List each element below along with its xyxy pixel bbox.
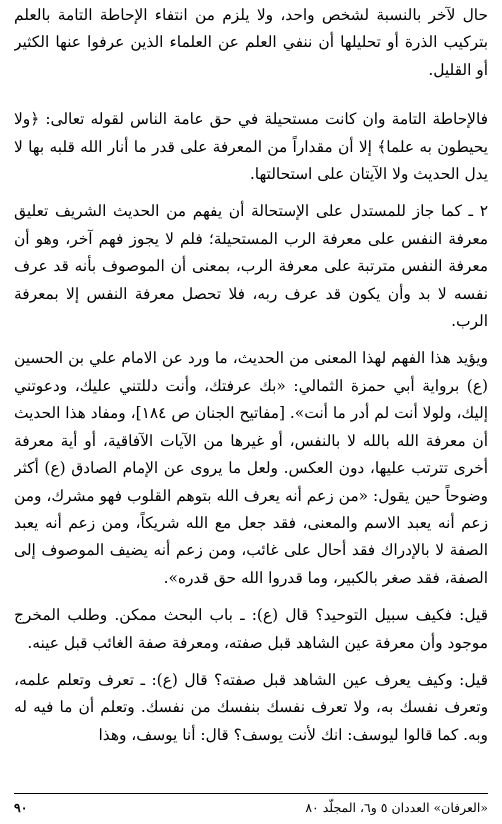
page-number: ٩٠	[14, 800, 28, 815]
paragraph-6: قيل: وكيف يعرف عين الشاهد قبل صفته؟ قال (ع): ـ تعرف وتعلم علمه، وتعرف نفسك به، ولا تعرف نفسك بنفسك من نفسك. وتعلم أن ما فيه له وبه. كما قالوا ليوسف: انك لأنت يوسف؟ قال: أنا يوسف، وهذا	[14, 670, 488, 744]
journal-citation: «العرفان» العددان ٥ و٦، المجلّد ٨٠	[305, 800, 488, 815]
paragraph-4: ويؤيد هذا الفهم لهذا المعنى من الحديث، ما ورد عن الامام علي بن الحسين (ع) برواية أبي حمزة الثمالي: «بك عرفتك، وأنت دللتني عليك، ودعوتني إليك، ولولا أنت لم أدر ما أنت». [مفاتيح الجنان ص ١٨٤]، ومفاد هذا الحديث أن معرفة الله بالله لا بالنفس، أو غيرها من الآيات الآفاقية، أو أية معرفة أخرى تترتب عليها، دون العكس. ولعل ما يروى عن الإمام الصادق (ع) أكثر وضوحاً حين يقول: «من زعم أنه يعرف الله بتوهم القلوب فهو مشرك، ومن زعم أنه يعبد الاسم والمعنى، فقد جعل مع الله شريكاً، ومن زعم أنه يعبد الصفة لا بالإدراك فقد أحال على غائب، ومن زعم أنه يضيف الموصوف إلى الصفة، فقد صغر بالكبير، وما قدروا الله حق قدره».	[14, 349, 488, 587]
paragraph-3: ٢ ـ كما جاز للمستدل على الإستحالة أن يفهم من الحديث الشريف تعليق معرفة النفس على معرفة الرب المستحيلة؛ فلم لا يجوز فهم آخر، وهو أن معرفة النفس مترتبة على معرفة الرب، بمعنى أن الموصوف بأنه قد عرف نفسه لا بد وأن يكون قد عرف ربه، فلا تحصل معرفة النفس إلا بمعرفة الرب.	[14, 202, 488, 331]
paragraph-2: فالإحاطة التامة وان كانت مستحيلة في حق عامة الناس لقوله تعالى: ﴿ولا يحيطون به علما﴾ إلا أن مقداراً من المعرفة على قدر ما أنار الله قلبه بها لا يدل الحديث ولا الآيتان على استحالتها.	[14, 110, 488, 184]
body-text	[14, 2, 488, 784]
paragraph-1: حال لآخر بالنسبة لشخص واحد، ولا يلزم من انتفاء الإحاطة التامة بالعلم بتركيب الذرة أو تحليلها أن ننفي العلم عن العلماء الذين عرفوا عنها الكثير أو القليل.	[14, 6, 488, 79]
footer-divider	[14, 793, 488, 794]
page-footer	[14, 796, 488, 820]
paragraph-5: قيل: فكيف سبيل التوحيد؟ قال (ع): ـ باب البحث ممكن. وطلب المخرج موجود وأن معرفة عين الشاهد قبل صفته، ومعرفة صفة الغائب قبل عينه.	[14, 606, 488, 652]
document-page	[14, 0, 488, 824]
